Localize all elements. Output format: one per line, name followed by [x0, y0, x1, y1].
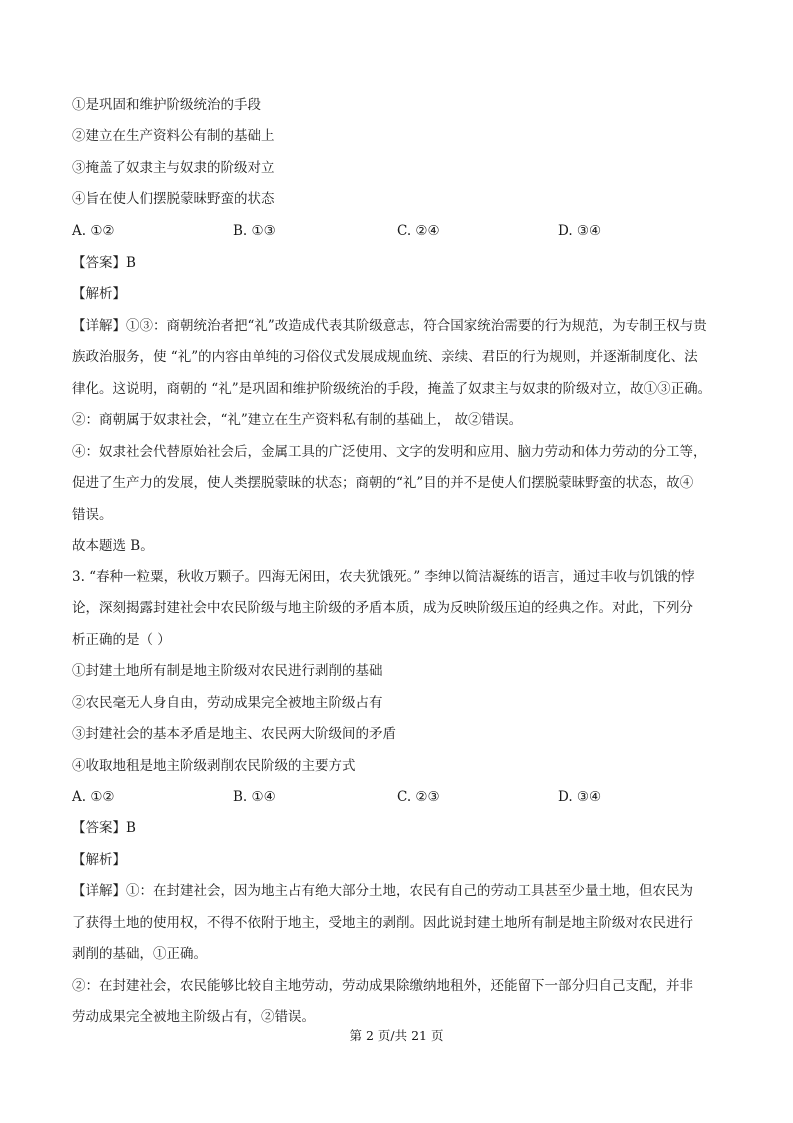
- q3-option-a: A. ①②: [72, 789, 115, 805]
- q3-option-d: D. ③④: [558, 789, 602, 805]
- q3-stem-line-2: 论，深刻揭露封建社会中农民阶级与地主阶级的矛盾本质，成为反映阶级压迫的经典之作。对此，下列分: [72, 600, 693, 616]
- page-footer: 第 2 页/共 21 页: [349, 1028, 444, 1043]
- q3-detail-line-5: 劳动成果完全被地主阶级占有，②错误。: [72, 1009, 315, 1025]
- q2-detail-line-4: ②：商朝属于奴隶社会，“礼”建立在生产资料私有制的基础上， 故②错误。: [72, 412, 523, 428]
- q3-statement-4: ④收取地租是地主阶级剥削农民阶级的主要方式: [72, 758, 356, 774]
- q2-conclusion: 故本题选 B。: [72, 538, 154, 554]
- q2-answer: 【答案】B: [72, 255, 136, 271]
- q2-option-a: A. ①②: [72, 223, 115, 239]
- q3-statement-1: ①封建土地所有制是地主阶级对农民进行剥削的基础: [72, 663, 383, 679]
- q2-option-b: B. ①③: [233, 223, 276, 239]
- q2-option-d: D. ③④: [558, 223, 602, 239]
- q3-option-c: C. ②③: [397, 789, 440, 805]
- q2-detail-line-3: 律化。这说明，商朝的 “礼”是巩固和维护阶级统治的手段，掩盖了奴隶主与奴隶的阶级对立，故①③正确。: [72, 381, 712, 397]
- q2-statement-1: ①是巩固和维护阶级统治的手段: [72, 97, 261, 113]
- q3-statement-2: ②农民毫无人身自由，劳动成果完全被地主阶级占有: [72, 695, 383, 711]
- q2-detail-line-1: 【详解】①③：商朝统治者把“礼”改造成代表其阶级意志，符合国家统治需要的行为规范，为专制王权与贵: [72, 318, 707, 334]
- q3-answer: 【答案】B: [72, 820, 136, 836]
- q3-detail-line-1: 【详解】①：在封建社会，因为地主占有绝大部分土地，农民有自己的劳动工具甚至少量土地，但农民为: [72, 883, 693, 899]
- q2-analysis-label: 【解析】: [72, 286, 126, 302]
- q2-option-c: C. ②④: [397, 223, 440, 239]
- q3-detail-line-3: 剥削的基础，①正确。: [72, 946, 207, 962]
- q2-detail-line-2: 族政治服务，使 “礼”的内容由单纯的习俗仪式发展成规血统、亲续、君臣的行为规则，并逐渐制度化、法: [72, 349, 698, 365]
- q2-detail-line-5: ④：奴隶社会代替原始社会后，金属工具的广泛使用、文字的发明和应用、脑力劳动和体力劳动的分工等，: [72, 444, 707, 460]
- q2-statement-4: ④旨在使人们摆脱蒙昧野蛮的状态: [72, 191, 275, 207]
- q3-stem-line-3: 析正确的是（ ）: [72, 632, 171, 648]
- q3-analysis-label: 【解析】: [72, 852, 126, 868]
- q2-detail-line-6: 促进了生产力的发展，使人类摆脱蒙昧的状态；商朝的“礼”目的并不是使人们摆脱蒙昧野蛮的状态，故④: [72, 475, 694, 491]
- q3-option-b: B. ①④: [233, 789, 276, 805]
- q3-detail-line-2: 了获得土地的使用权，不得不依附于地主，受地主的剥削。因此说封建土地所有制是地主阶级对农民进行: [72, 915, 693, 931]
- q2-statement-3: ③掩盖了奴隶主与奴隶的阶级对立: [72, 160, 275, 176]
- q3-detail-line-4: ②：在封建社会，农民能够比较自主地劳动，劳动成果除缴纳地租外，还能留下一部分归自己支配，并非: [72, 978, 693, 994]
- q2-detail-line-7: 错误。: [72, 507, 113, 523]
- q3-stem-line-1: 3. “春种一粒粟，秋收万颗子。四海无闲田，农夫犹饿死。” 李绅以简洁凝练的语言，通过丰收与饥饿的悖: [72, 569, 695, 585]
- q2-statement-2: ②建立在生产资料公有制的基础上: [72, 128, 275, 144]
- q3-statement-3: ③封建社会的基本矛盾是地主、农民两大阶级间的矛盾: [72, 726, 396, 742]
